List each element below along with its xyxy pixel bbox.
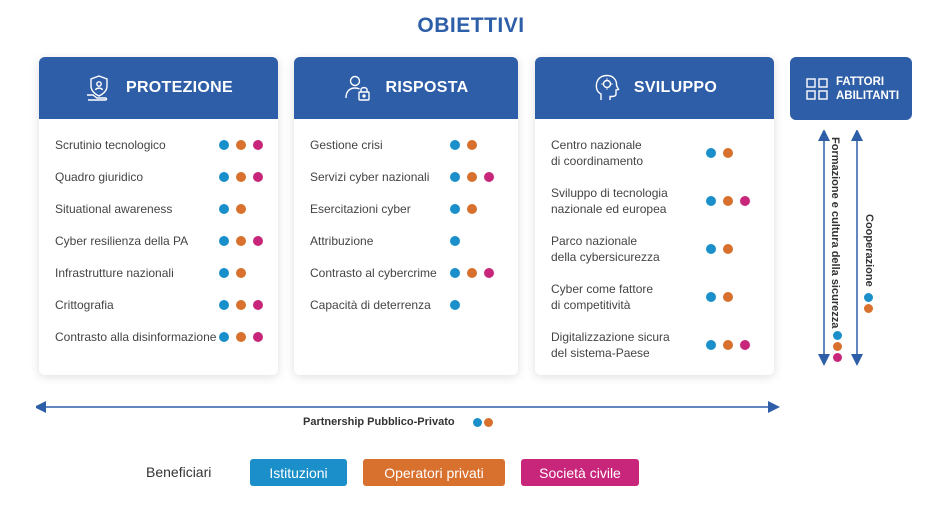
- sviluppo-card: [535, 57, 774, 375]
- user-lock-icon: [343, 73, 373, 103]
- objective-item: Crittografia: [55, 298, 114, 312]
- risposta-header: [294, 57, 518, 119]
- protezione-title: PROTEZIONE: [125, 79, 233, 96]
- beneficiary-dot-istituzioni: [450, 300, 460, 310]
- objective-item: Infrastrutture nazionali: [55, 266, 174, 280]
- page-title: OBIETTIVI: [417, 14, 525, 37]
- grid-icon: [806, 78, 828, 100]
- partnership-arrow: [36, 400, 780, 414]
- beneficiary-dot-societa-civile: [484, 268, 494, 278]
- beneficiary-dot-societa-civile: [740, 340, 750, 350]
- fattori-abilitanti-header: [790, 57, 912, 120]
- beneficiary-dot-istituzioni: [450, 140, 460, 150]
- objective-item: Scrutinio tecnologico: [55, 138, 166, 152]
- objective-item: Quadro giuridico: [55, 170, 144, 184]
- beneficiary-dot-operatori-privati: [723, 244, 733, 254]
- objective-item: Contrasto alla disinformazione: [55, 330, 217, 344]
- beneficiary-dot-societa-civile: [484, 172, 494, 182]
- objective-item: Capacità di deterrenza: [310, 298, 431, 312]
- sviluppo-title: SVILUPPO: [633, 79, 718, 96]
- beneficiary-dot-operatori-privati: [236, 236, 246, 246]
- protezione-header: [39, 57, 278, 119]
- cooperazione-label: Cooperazione: [863, 214, 875, 287]
- beneficiary-dot-operatori-privati: [484, 418, 493, 427]
- beneficiary-dot-societa-civile: [253, 236, 263, 246]
- beneficiary-dot-operatori-privati: [467, 172, 477, 182]
- legend-societa-civile: Società civile: [521, 459, 639, 486]
- beneficiary-dot-societa-civile: [833, 353, 842, 362]
- legend-operatori-privati: Operatori privati: [363, 459, 505, 486]
- objective-item: Servizi cyber nazionali: [310, 170, 430, 184]
- beneficiary-dot-operatori-privati: [864, 304, 873, 313]
- beneficiary-dot-operatori-privati: [723, 196, 733, 206]
- beneficiary-dot-operatori-privati: [723, 292, 733, 302]
- beneficiary-dot-istituzioni: [219, 204, 229, 214]
- beneficiary-dot-societa-civile: [740, 196, 750, 206]
- objective-item: Parco nazionale della cybersicurezza: [551, 234, 660, 264]
- objective-item: Attribuzione: [310, 234, 374, 248]
- formazione-label: Formazione e cultura della sicurezza: [829, 137, 841, 329]
- legend-istituzioni: Istituzioni: [250, 459, 347, 486]
- beneficiary-dot-istituzioni: [450, 268, 460, 278]
- objective-item: Digitalizzazione sicura del sistema-Paese: [551, 330, 670, 360]
- beneficiary-dot-operatori-privati: [236, 332, 246, 342]
- beneficiary-dot-operatori-privati: [236, 268, 246, 278]
- beneficiary-dot-societa-civile: [253, 300, 263, 310]
- objective-item: Contrasto al cybercrime: [310, 266, 437, 280]
- beneficiary-dot-istituzioni: [864, 293, 873, 302]
- shield-hand-icon: [84, 73, 114, 103]
- beneficiary-dot-istituzioni: [706, 196, 716, 206]
- fattori-line1: FATTORI: [836, 75, 885, 88]
- objective-item: Cyber resilienza della PA: [55, 234, 189, 248]
- sviluppo-header: [535, 57, 774, 119]
- objective-item: Situational awareness: [55, 202, 173, 216]
- objective-item: Centro nazionale di coordinamento: [551, 138, 644, 168]
- beneficiary-dot-istituzioni: [450, 172, 460, 182]
- beneficiary-dot-societa-civile: [253, 332, 263, 342]
- beneficiary-dot-operatori-privati: [467, 268, 477, 278]
- beneficiary-dot-istituzioni: [450, 236, 460, 246]
- beneficiary-dot-istituzioni: [706, 340, 716, 350]
- beneficiary-dot-operatori-privati: [236, 172, 246, 182]
- risposta-title: RISPOSTA: [385, 79, 469, 96]
- protezione-card: [39, 57, 278, 375]
- beneficiari-label: Beneficiari: [146, 464, 212, 480]
- beneficiary-dot-istituzioni: [219, 300, 229, 310]
- beneficiary-dot-istituzioni: [473, 418, 482, 427]
- beneficiary-dot-operatori-privati: [467, 140, 477, 150]
- objective-item: Gestione crisi: [310, 138, 383, 152]
- beneficiary-dot-istituzioni: [219, 332, 229, 342]
- head-idea-icon: [592, 73, 622, 103]
- beneficiary-dot-societa-civile: [253, 140, 263, 150]
- partnership-label: Partnership Pubblico-Privato: [303, 416, 455, 428]
- beneficiary-dot-istituzioni: [219, 172, 229, 182]
- beneficiary-dot-operatori-privati: [723, 148, 733, 158]
- beneficiary-dot-operatori-privati: [236, 140, 246, 150]
- fattori-line2: ABILITANTI: [836, 89, 900, 102]
- beneficiary-dot-operatori-privati: [236, 300, 246, 310]
- beneficiary-dot-istituzioni: [219, 236, 229, 246]
- beneficiary-dot-operatori-privati: [833, 342, 842, 351]
- risposta-card: [294, 57, 518, 375]
- beneficiary-dot-istituzioni: [219, 268, 229, 278]
- beneficiary-dot-istituzioni: [450, 204, 460, 214]
- beneficiary-dot-operatori-privati: [723, 340, 733, 350]
- beneficiary-dot-istituzioni: [706, 244, 716, 254]
- beneficiary-dot-operatori-privati: [236, 204, 246, 214]
- beneficiary-dot-istituzioni: [706, 148, 716, 158]
- objective-item: Sviluppo di tecnologia nazionale ed europea: [551, 186, 668, 216]
- objective-item: Esercitazioni cyber: [310, 202, 411, 216]
- beneficiary-dot-istituzioni: [219, 140, 229, 150]
- beneficiary-dot-istituzioni: [706, 292, 716, 302]
- beneficiary-dot-societa-civile: [253, 172, 263, 182]
- beneficiary-dot-operatori-privati: [467, 204, 477, 214]
- beneficiary-dot-istituzioni: [833, 331, 842, 340]
- objective-item: Cyber come fattore di competitività: [551, 282, 654, 312]
